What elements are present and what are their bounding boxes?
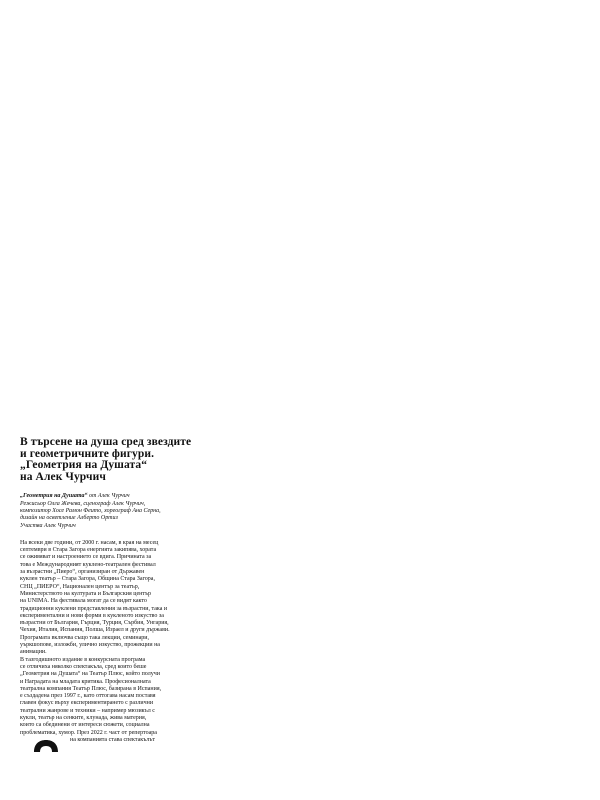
body-line: театрална компания Театър Плюс, базирана в Испания, — [20, 685, 162, 692]
credits-line: композитор Хосе Рамон Феито, хореограф Ана Серна, — [20, 507, 161, 514]
title-line: и геометричните фигури. — [20, 447, 155, 460]
body-line: куклен театър – Стара Загора, Община Стара Загора, — [20, 576, 155, 583]
body-line: главен фокус върху експериментирането с различни — [20, 700, 154, 707]
body-line: това е Международният кукленo-театрален фестивал — [20, 561, 156, 568]
show-credits — [20, 493, 205, 529]
body-line: на UNIMA. На фестивала могат да се видят както — [20, 598, 147, 605]
article — [20, 437, 205, 744]
body-line: традиционни куклени представления за възрастни, така и — [20, 605, 168, 612]
body-line: уъркшопове, изложби, уличнo изкуство, прожекции на — [20, 642, 160, 649]
body-line: експериментални и нови форми в кукленото изкуство за — [20, 612, 164, 619]
credits-line — [20, 493, 205, 500]
body-line: Министерството на културата и Българския център — [20, 590, 152, 597]
body-line: е създадена през 1997 г., като оттогава насам поставя — [20, 693, 156, 700]
body-line: театрални жанрове и техники – например мюзикъл с — [20, 707, 155, 714]
body-line: Чехия, Италия, Испания, Полша, Израел и други държави. — [20, 627, 170, 634]
body-line: СНЦ „ПИЕРО“, Национален център за театър, — [20, 583, 140, 590]
body-line: „Геометрия на Душата“ на Театър Плюс, който получи — [20, 671, 160, 678]
body-line: които са обединени от интереси сюжети, социална — [20, 722, 150, 729]
article-body — [20, 540, 205, 744]
body-line: се отличиха няколко спектакъла, сред които беше — [20, 663, 147, 670]
show-author: от Алек Чурчич — [87, 493, 130, 500]
body-line: анимации. — [20, 649, 47, 656]
body-line: Програмата включва също така лекции, семинари, — [20, 634, 149, 641]
title-line: на Алек Чурчич — [20, 470, 106, 483]
body-line: На всеки две години, от 2000 г. насам, в края на месец — [20, 539, 159, 546]
show-title: „Геометрия на Душата“ — [20, 493, 88, 500]
body-line: възрастни от България, Гърция, Турция, Сърбия, Унгария, — [20, 620, 169, 627]
title-line: „Геометрия на Душата“ — [20, 459, 148, 472]
credits-line: Режисьор Олга Жечева, сценограф Алек Чурчич, — [20, 500, 146, 507]
body-line: и Наградата на младата критика. Професионалната — [20, 678, 151, 685]
article-title — [20, 437, 205, 483]
body-line: се оживяват и настроението се вдига. Причината за — [20, 554, 152, 561]
page-number-shape — [32, 738, 60, 752]
body-line: кукли, театър на сенките, клунада, жива материя, — [20, 714, 147, 721]
body-line: проблематика, хумор. През 2022 г. част от репертоара — [20, 729, 157, 736]
credits-line: дизайн на осветление Алберто Ортиз — [20, 515, 118, 522]
body-line: на компанията става спектакълът — [70, 736, 155, 743]
credits-line: Участва Алек Чурчич — [20, 522, 76, 529]
body-line: за възрастни „Пиеро“, организиран от Държавен — [20, 569, 145, 576]
body-line: септември в Стара Загора енергията закипява, хората — [20, 547, 157, 554]
page-number-glyph — [32, 738, 60, 752]
body-line: В тазгодишното издание в конкурсната програма — [20, 656, 146, 663]
title-line: В търсене на душа сред звездите — [20, 436, 192, 448]
